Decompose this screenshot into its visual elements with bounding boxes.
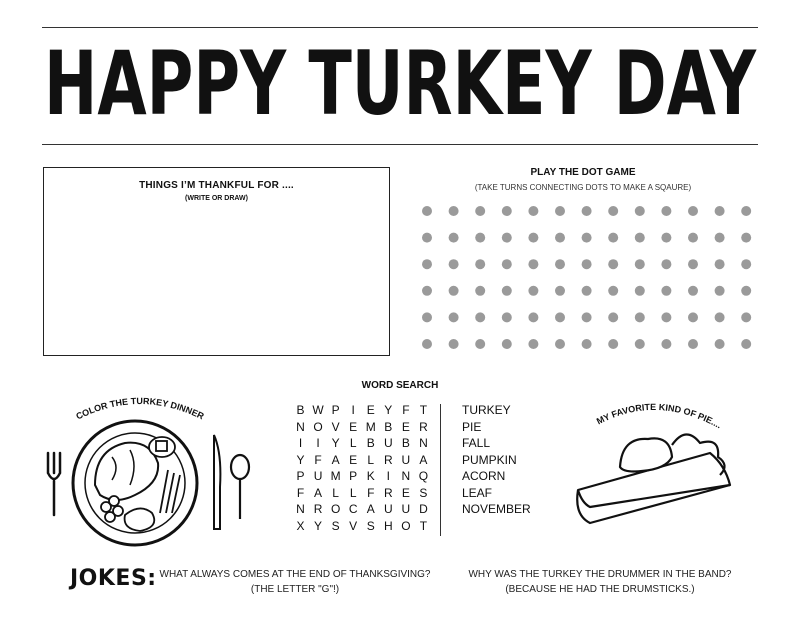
word-search-letter[interactable]: B — [366, 436, 375, 450]
game-dot[interactable] — [741, 286, 751, 296]
word-search-row — [292, 501, 432, 518]
game-dot[interactable] — [555, 259, 565, 269]
word-search-letter[interactable]: I — [298, 436, 303, 450]
word-search-letter[interactable]: A — [331, 452, 340, 467]
word-search-letter[interactable]: A — [314, 485, 323, 500]
game-dot[interactable] — [475, 233, 485, 243]
game-dot[interactable] — [582, 286, 592, 296]
game-dot[interactable] — [608, 259, 618, 269]
game-dot[interactable] — [715, 339, 725, 349]
word-search-letter[interactable]: L — [332, 485, 339, 500]
game-dot[interactable] — [582, 339, 592, 349]
word-search-heading: WORD SEARCH — [361, 380, 439, 391]
joke-2-question: WHY WAS THE TURKEY THE DRUMMER IN THE BAND? — [468, 569, 732, 580]
word-search-divider — [440, 404, 441, 536]
word-search-letter[interactable]: R — [383, 485, 393, 500]
word-search-letter[interactable]: P — [296, 469, 305, 483]
word-search-letter[interactable]: U — [383, 502, 393, 516]
word-search-letter[interactable]: F — [296, 485, 305, 500]
word-search-row — [292, 452, 432, 469]
word-search-letter[interactable]: E — [401, 419, 410, 434]
word-search-letter[interactable]: L — [367, 452, 375, 467]
word-list-item: NOVEMBER — [462, 502, 531, 516]
word-search-letter[interactable]: V — [331, 419, 340, 434]
word-search-letter[interactable]: Q — [418, 469, 429, 483]
word-search-letter[interactable]: U — [313, 469, 323, 483]
word-search-letter[interactable]: S — [366, 518, 375, 533]
game-dot[interactable] — [635, 286, 645, 296]
word-list-item: LEAF — [462, 485, 493, 500]
word-search-letter[interactable]: O — [401, 518, 411, 533]
word-search-letter[interactable]: R — [383, 452, 393, 467]
game-dot[interactable] — [528, 233, 538, 243]
game-dot[interactable] — [608, 233, 618, 243]
fork-icon — [48, 453, 60, 515]
word-search-letter[interactable]: F — [314, 452, 322, 467]
game-dot[interactable] — [449, 312, 459, 322]
word-search-letter[interactable]: O — [313, 419, 323, 434]
game-dot[interactable] — [688, 339, 698, 349]
word-search-row — [292, 485, 432, 502]
game-dot[interactable] — [715, 286, 725, 296]
game-dot[interactable] — [582, 233, 592, 243]
thankful-box[interactable] — [43, 167, 390, 356]
word-search-letter[interactable]: A — [419, 452, 428, 467]
joke-1-answer: (THE LETTER "G"!) — [250, 584, 340, 595]
word-search-letter[interactable]: T — [419, 403, 428, 417]
game-dot[interactable] — [475, 259, 485, 269]
word-search-letter[interactable]: F — [402, 403, 410, 417]
game-dot[interactable] — [475, 312, 485, 322]
game-dot[interactable] — [555, 206, 565, 216]
game-dot[interactable] — [502, 339, 512, 349]
game-dot[interactable] — [741, 233, 751, 243]
pie-illustration — [560, 395, 760, 535]
game-dot[interactable] — [555, 339, 565, 349]
game-dot[interactable] — [741, 312, 751, 322]
game-dot[interactable] — [608, 312, 618, 322]
game-dot[interactable] — [635, 206, 645, 216]
word-search-letter[interactable]: H — [383, 518, 393, 533]
game-dot[interactable] — [528, 286, 538, 296]
turkey-icon — [95, 443, 158, 500]
word-search-letter[interactable]: B — [384, 419, 393, 434]
game-dot[interactable] — [688, 286, 698, 296]
game-dot[interactable] — [449, 259, 459, 269]
game-dot[interactable] — [449, 206, 459, 216]
word-search-letter[interactable]: M — [330, 469, 341, 483]
game-dot[interactable] — [715, 233, 725, 243]
word-search-letter[interactable]: L — [349, 485, 357, 500]
word-search-letter[interactable]: L — [349, 436, 357, 450]
game-dot[interactable] — [422, 339, 432, 349]
turkey-dinner-illustration — [40, 395, 260, 555]
word-list-item: PIE — [462, 419, 482, 434]
game-dot[interactable] — [422, 233, 432, 243]
word-search-letter[interactable]: W — [312, 403, 324, 417]
word-search-letter[interactable]: N — [419, 436, 428, 450]
word-search-letter[interactable]: N — [401, 469, 411, 483]
word-search-letter[interactable]: K — [366, 469, 375, 483]
game-dot[interactable] — [715, 206, 725, 216]
word-search-letter[interactable]: B — [296, 403, 305, 417]
word-search-letter[interactable]: Y — [384, 403, 393, 417]
word-search-letter[interactable]: P — [349, 469, 358, 483]
game-dot[interactable] — [422, 286, 432, 296]
title-bottom-rule — [42, 144, 758, 145]
word-search-letter[interactable]: T — [419, 518, 428, 533]
game-dot[interactable] — [741, 259, 751, 269]
game-dot[interactable] — [661, 206, 671, 216]
word-search-letter[interactable]: V — [349, 518, 358, 533]
game-dot[interactable] — [661, 286, 671, 296]
word-search-row — [292, 402, 432, 419]
game-dot[interactable] — [422, 259, 432, 269]
game-dot[interactable] — [661, 233, 671, 243]
word-search-letter[interactable]: E — [366, 403, 375, 417]
game-dot[interactable] — [582, 206, 592, 216]
word-search-row — [292, 435, 432, 452]
turkey-dinner-label: COLOR THE TURKEY DINNER — [74, 395, 206, 422]
word-search-letter[interactable]: N — [296, 419, 305, 434]
word-search-letter[interactable]: Y — [331, 436, 340, 450]
word-search-letter[interactable]: S — [331, 518, 340, 533]
word-search-letter[interactable]: I — [351, 403, 355, 417]
game-dot[interactable] — [741, 339, 751, 349]
word-search-letter[interactable]: M — [365, 419, 376, 434]
game-dot[interactable] — [688, 233, 698, 243]
game-dot[interactable] — [715, 312, 725, 322]
word-list-item: TURKEY — [462, 403, 511, 417]
spoon-icon — [231, 455, 249, 519]
game-dot[interactable] — [661, 312, 671, 322]
word-search-row — [292, 468, 432, 485]
word-list — [462, 402, 531, 518]
word-list-item: FALL — [462, 436, 491, 450]
game-dot[interactable] — [608, 206, 618, 216]
game-dot[interactable] — [635, 312, 645, 322]
game-dot[interactable] — [449, 233, 459, 243]
game-dot[interactable] — [528, 206, 538, 216]
game-dot[interactable] — [528, 312, 538, 322]
dot-grid[interactable] — [410, 195, 756, 360]
word-search-letter[interactable]: E — [349, 452, 358, 467]
word-search-letter[interactable]: Y — [314, 518, 323, 533]
game-dot[interactable] — [422, 206, 432, 216]
game-dot[interactable] — [502, 259, 512, 269]
word-search-letter[interactable]: D — [419, 502, 428, 516]
word-search-letter[interactable]: U — [383, 436, 393, 450]
word-search-letter[interactable]: U — [401, 452, 411, 467]
game-dot[interactable] — [475, 286, 485, 296]
game-dot[interactable] — [528, 259, 538, 269]
page-title-text: HAPPY TURKEY DAY — [44, 32, 757, 135]
word-search-letter[interactable]: S — [419, 485, 428, 500]
game-dot[interactable] — [555, 286, 565, 296]
word-list-item: PUMPKIN — [462, 452, 517, 467]
pie-slice-icon — [577, 434, 730, 523]
game-dot[interactable] — [635, 339, 645, 349]
game-dot[interactable] — [502, 233, 512, 243]
game-dot[interactable] — [555, 233, 565, 243]
word-search-row — [292, 419, 432, 436]
word-search-letter[interactable]: N — [296, 502, 305, 516]
game-dot[interactable] — [528, 339, 538, 349]
game-dot[interactable] — [502, 206, 512, 216]
game-dot[interactable] — [582, 312, 592, 322]
word-search-letter[interactable]: R — [313, 502, 323, 516]
word-search-letter[interactable]: F — [367, 485, 375, 500]
top-rule — [42, 27, 758, 28]
game-dot[interactable] — [502, 286, 512, 296]
game-dot[interactable] — [449, 339, 459, 349]
word-search-letter[interactable]: I — [386, 469, 390, 483]
dot-game-heading: PLAY THE DOT GAME — [530, 167, 636, 178]
game-dot[interactable] — [688, 206, 698, 216]
game-dot[interactable] — [688, 259, 698, 269]
game-dot[interactable] — [635, 233, 645, 243]
word-search-grid[interactable] — [292, 402, 432, 534]
game-dot[interactable] — [582, 259, 592, 269]
word-search-letter[interactable]: A — [366, 502, 375, 516]
game-dot[interactable] — [475, 339, 485, 349]
game-dot[interactable] — [741, 206, 751, 216]
thankful-heading: THINGS I’M THANKFUL FOR .... — [139, 180, 294, 191]
thankful-subheading: (WRITE OR DRAW) — [185, 195, 248, 202]
joke-1-question: WHAT ALWAYS COMES AT THE END OF THANKSGIVING? — [159, 569, 431, 580]
pie-label: MY FAVORITE KIND OF PIE.... — [594, 401, 724, 431]
game-dot[interactable] — [635, 259, 645, 269]
word-search-letter[interactable]: U — [401, 502, 411, 516]
game-dot[interactable] — [661, 259, 671, 269]
game-dot[interactable] — [661, 339, 671, 349]
game-dot[interactable] — [422, 312, 432, 322]
joke-2-answer: (BECAUSE HE HAD THE DRUMSTICKS.) — [505, 584, 695, 595]
word-search-letter[interactable]: Y — [296, 452, 305, 467]
word-search-letter[interactable]: R — [419, 419, 428, 434]
word-search-letter[interactable]: B — [401, 436, 410, 450]
game-dot[interactable] — [502, 312, 512, 322]
game-dot[interactable] — [688, 312, 698, 322]
game-dot[interactable] — [555, 312, 565, 322]
word-search-row — [292, 518, 432, 535]
dot-game-instructions: (TAKE TURNS CONNECTING DOTS TO MAKE A SQAURE) — [474, 183, 692, 192]
word-search-letter[interactable]: E — [349, 419, 358, 434]
game-dot[interactable] — [608, 286, 618, 296]
game-dot[interactable] — [608, 339, 618, 349]
jokes-label: JOKES: — [70, 566, 157, 591]
word-search-letter[interactable]: X — [296, 518, 305, 533]
word-search-letter[interactable]: O — [330, 502, 341, 516]
word-search-letter[interactable]: C — [348, 502, 358, 516]
page-title — [40, 32, 760, 135]
word-search-letter[interactable]: E — [401, 485, 410, 500]
game-dot[interactable] — [715, 259, 725, 269]
word-search-letter[interactable]: I — [316, 436, 320, 450]
word-search-letter[interactable]: P — [331, 403, 340, 417]
game-dot[interactable] — [449, 286, 459, 296]
game-dot[interactable] — [475, 206, 485, 216]
word-list-item: ACORN — [462, 469, 506, 483]
knife-icon — [214, 435, 220, 529]
